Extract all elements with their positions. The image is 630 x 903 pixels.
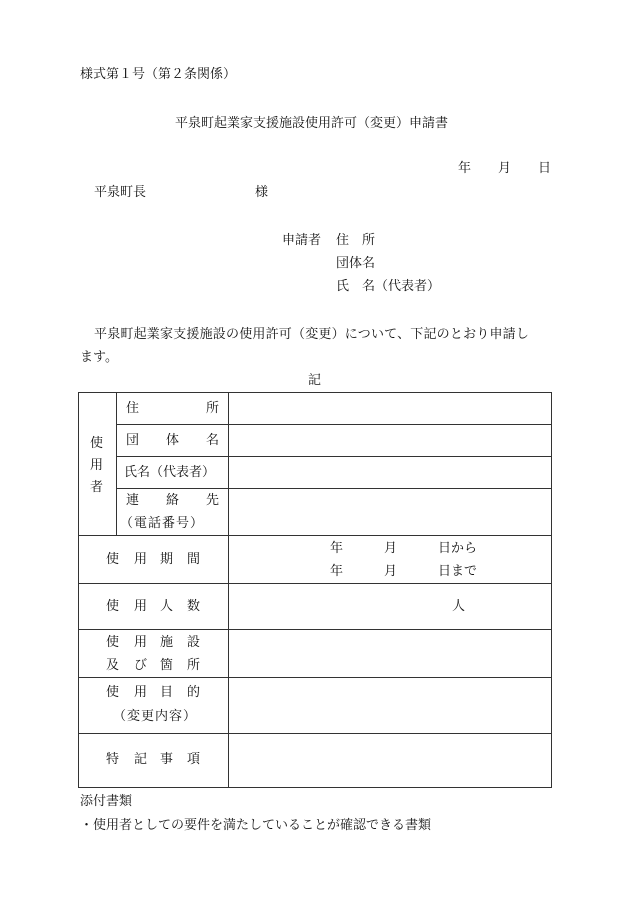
- table-line-col1: [116, 392, 117, 535]
- attachments-item: ・使用者としての要件を満たしていることが確認できる書類: [80, 818, 432, 833]
- people-label-char2: 用: [134, 599, 148, 614]
- table-border-right: [551, 392, 552, 788]
- facility-label-l1-char2: 用: [134, 635, 148, 650]
- period-label-char3: 期: [160, 552, 174, 567]
- form-number: 様式第１号（第２条関係）: [80, 67, 237, 82]
- group-name-label-char3: 名: [206, 433, 220, 448]
- period-to-year: 年: [330, 564, 344, 579]
- group-name-label-char2: 体: [166, 433, 180, 448]
- notes-label-char1: 特: [106, 752, 120, 767]
- period-label-char2: 用: [134, 552, 148, 567]
- group-name-label-char1: 団: [126, 433, 140, 448]
- facility-label-l2-char3: 箇: [160, 658, 174, 673]
- representative-entry-cell[interactable]: [229, 457, 551, 488]
- applicant-address-label: 住 所: [336, 233, 376, 248]
- purpose-entry-cell[interactable]: [229, 678, 551, 733]
- notes-label-char4: 項: [187, 752, 201, 767]
- addressee-honorific: 様: [255, 185, 269, 200]
- period-from-day: 日から: [438, 541, 478, 556]
- group-name-entry-cell[interactable]: [229, 425, 551, 456]
- contact-label-char2: 絡: [166, 493, 180, 508]
- facility-label-l2-char4: 所: [187, 658, 201, 673]
- facility-label-l1-char1: 使: [106, 635, 120, 650]
- purpose-label-char1: 使: [106, 685, 120, 700]
- notes-entry-cell[interactable]: [229, 734, 551, 787]
- notes-label-char3: 事: [160, 752, 174, 767]
- people-label-char1: 使: [106, 599, 120, 614]
- date-day: 日: [538, 161, 552, 176]
- user-label-char2: 用: [90, 458, 104, 473]
- people-label-char3: 人: [160, 599, 174, 614]
- addressee-name: 平泉町長: [94, 185, 147, 200]
- period-to-day: 日まで: [438, 564, 478, 579]
- period-label-char4: 間: [187, 552, 201, 567]
- attachments-heading: 添付書類: [80, 794, 133, 809]
- contact-entry-cell[interactable]: [229, 489, 551, 535]
- period-from-year: 年: [330, 541, 344, 556]
- body-text-line1: 平泉町起業家支援施設の使用許可（変更）について、下記のとおり申請し: [94, 327, 530, 342]
- people-unit: 人: [452, 599, 466, 614]
- address-entry-cell[interactable]: [229, 393, 551, 424]
- purpose-label-char2: 用: [134, 685, 148, 700]
- facility-label-l2-char1: 及: [106, 658, 120, 673]
- applicant-label: 申請者: [282, 233, 322, 248]
- user-label-char3: 者: [90, 480, 104, 495]
- facility-label-l1-char4: 設: [187, 635, 201, 650]
- table-line-row4: [78, 535, 552, 536]
- table-border-bottom: [78, 787, 552, 788]
- applicant-name-label: 氏 名（代表者）: [336, 279, 441, 294]
- purpose-change-label: （変更内容）: [113, 709, 198, 724]
- phone-label: （電話番号）: [120, 516, 205, 531]
- representative-label: 氏名（代表者）: [124, 465, 216, 480]
- facility-label-l2-char2: び: [134, 658, 148, 673]
- table-border-left: [78, 392, 79, 788]
- body-text-line2: ます。: [80, 350, 118, 365]
- notes-label-char2: 記: [134, 752, 148, 767]
- contact-label-char3: 先: [206, 493, 220, 508]
- user-label-char1: 使: [90, 436, 104, 451]
- date-month: 月: [498, 161, 512, 176]
- address-label-char2: 所: [206, 401, 220, 416]
- period-label-char1: 使: [106, 552, 120, 567]
- facility-entry-cell[interactable]: [229, 630, 551, 677]
- facility-label-l1-char3: 施: [160, 635, 174, 650]
- people-label-char4: 数: [187, 599, 201, 614]
- purpose-label-char4: 的: [187, 685, 201, 700]
- contact-label-char1: 連: [126, 493, 140, 508]
- applicant-group-label: 団体名: [336, 256, 376, 271]
- document-title: 平泉町起業家支援施設使用許可（変更）申請書: [175, 116, 449, 131]
- period-from-month: 月: [384, 541, 398, 556]
- period-to-month: 月: [384, 564, 398, 579]
- date-year: 年: [458, 161, 472, 176]
- ki-heading: 記: [308, 373, 322, 388]
- table-line-row5: [78, 583, 552, 584]
- address-label-char1: 住: [126, 401, 140, 416]
- purpose-label-char3: 目: [160, 685, 174, 700]
